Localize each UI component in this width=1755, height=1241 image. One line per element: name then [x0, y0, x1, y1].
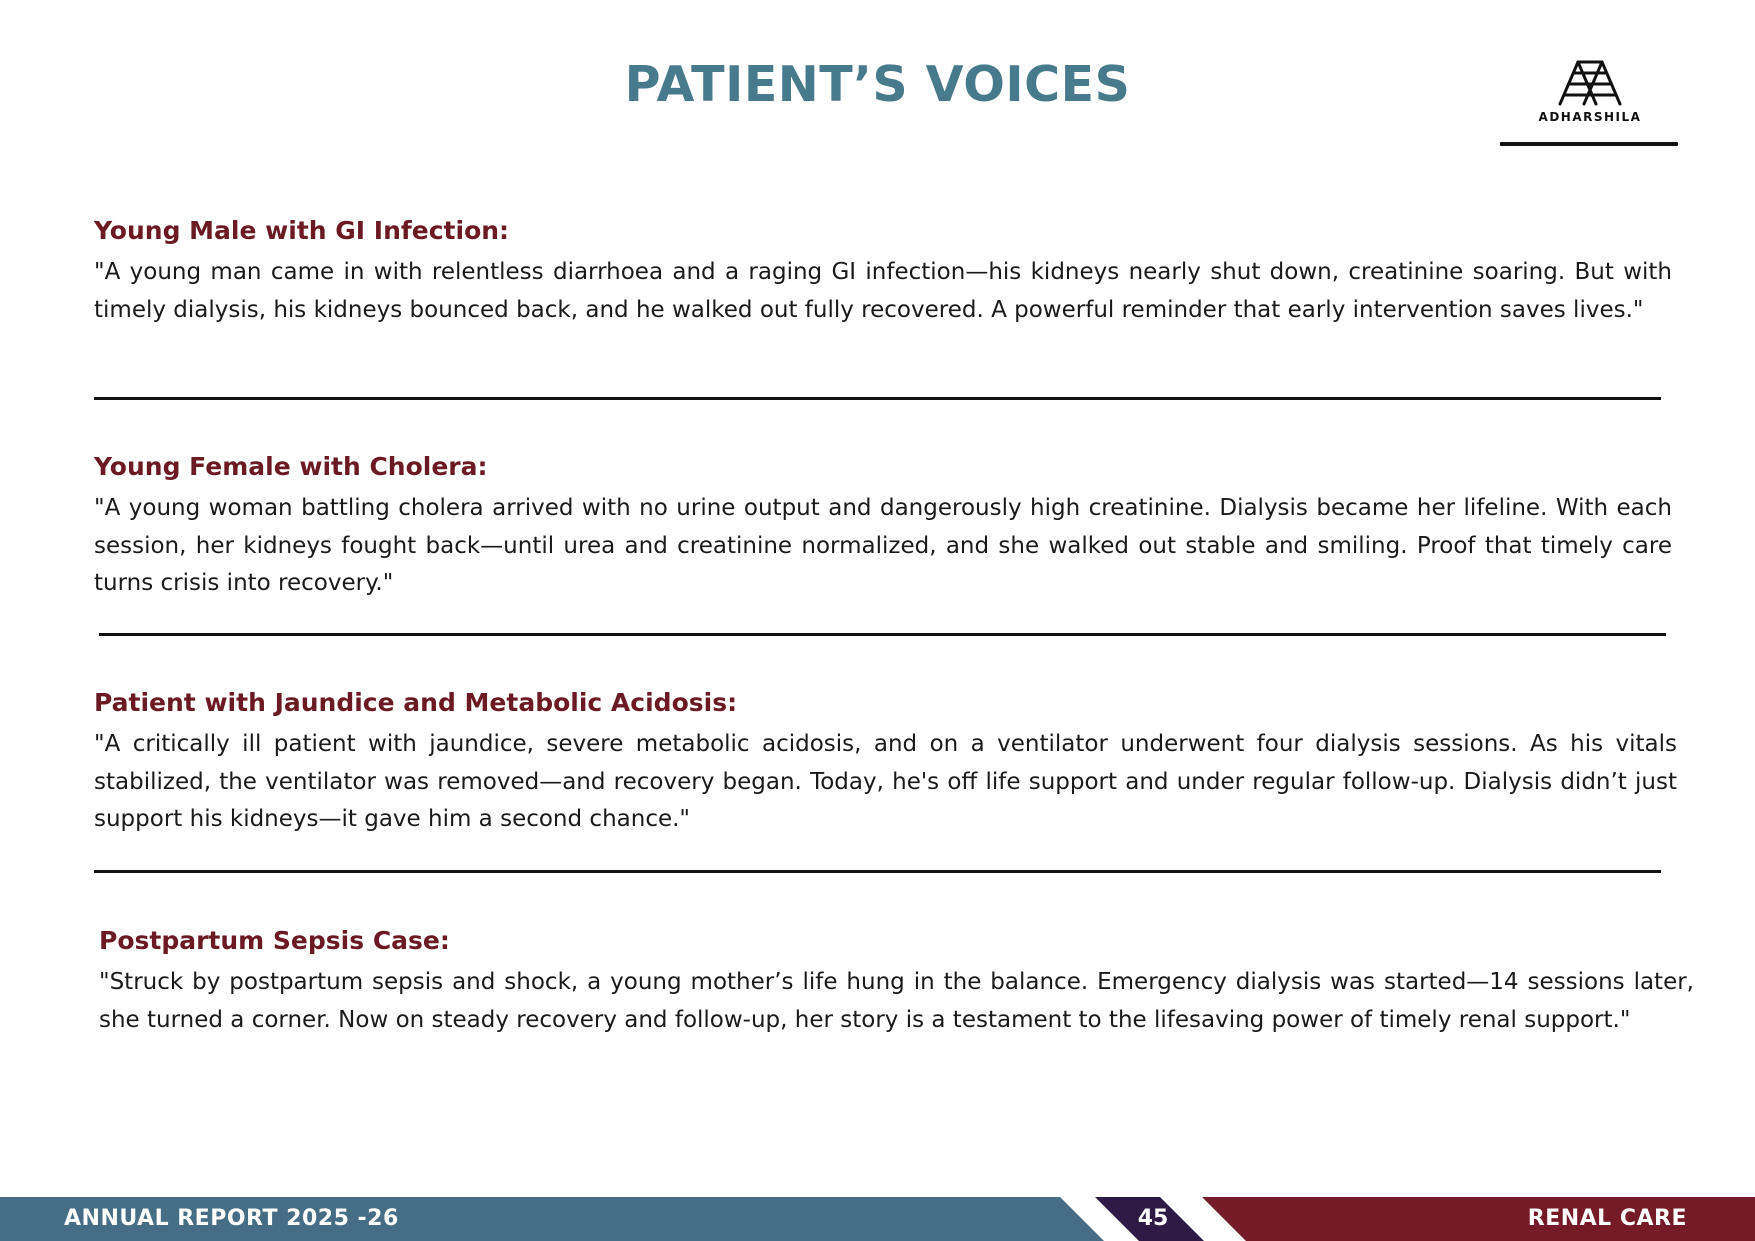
- story-text: "Struck by postpartum sepsis and shock, a young mother’s life hung in the balance. Emergency dialysis was started—14 sessions later, she turned a corner. Now on steady recovery and follow-up, her story is a testament to the lifesaving power of timely renal support.": [99, 969, 1694, 1033]
- story-jaundice: [94, 686, 1677, 839]
- footer-band: [0, 1197, 1755, 1241]
- story-postpartum-sepsis: [99, 924, 1694, 1039]
- logo-underline: [1500, 142, 1678, 146]
- story-heading: Young Male with GI Infection:: [94, 216, 510, 245]
- story-heading: Young Female with Cholera:: [94, 452, 488, 481]
- story-heading: Postpartum Sepsis Case:: [99, 926, 450, 955]
- story-gi-infection: [94, 214, 1672, 329]
- story-heading: Patient with Jaundice and Metabolic Acidosis:: [94, 688, 738, 717]
- footer-report-label: ANNUAL REPORT 2025 -26: [64, 1206, 399, 1231]
- story-text: "A critically ill patient with jaundice, severe metabolic acidosis, and on a ventilator underwent four dialysis sessions. As his vitals stabilized, the ventilator was removed—and recovery began. Today, he's off life support and under regular follow-up. Dialysis didn’t just support his kidneys—it gave him a second chance.": [94, 731, 1677, 832]
- story-text: "A young man came in with relentless diarrhoea and a raging GI infection—his kidneys nearly shut down, creatinine soaring. But with timely dialysis, his kidneys bounced back, and he walked out fully recovered. A powerful reminder that early intervention saves lives.": [94, 259, 1672, 323]
- logo-wordmark: ADHARSHILA: [1538, 110, 1642, 124]
- divider: [94, 870, 1661, 873]
- page-title: PATIENT’S VOICES: [624, 56, 1131, 113]
- story-cholera: [94, 450, 1672, 603]
- story-text: "A young woman battling cholera arrived with no urine output and dangerously high creatinine. Dialysis became her lifeline. With each session, her kidneys fought back—until urea and creatinine normalized, and she walked out stable and smiling. Proof that timely care turns crisis into recovery.": [94, 495, 1672, 596]
- divider: [99, 633, 1666, 636]
- footer-section-label: RENAL CARE: [1527, 1206, 1687, 1231]
- ladder-logo-icon: [1556, 58, 1624, 108]
- divider: [94, 397, 1661, 400]
- adharshila-logo: [1500, 54, 1680, 149]
- page-number: 45: [1137, 1206, 1169, 1231]
